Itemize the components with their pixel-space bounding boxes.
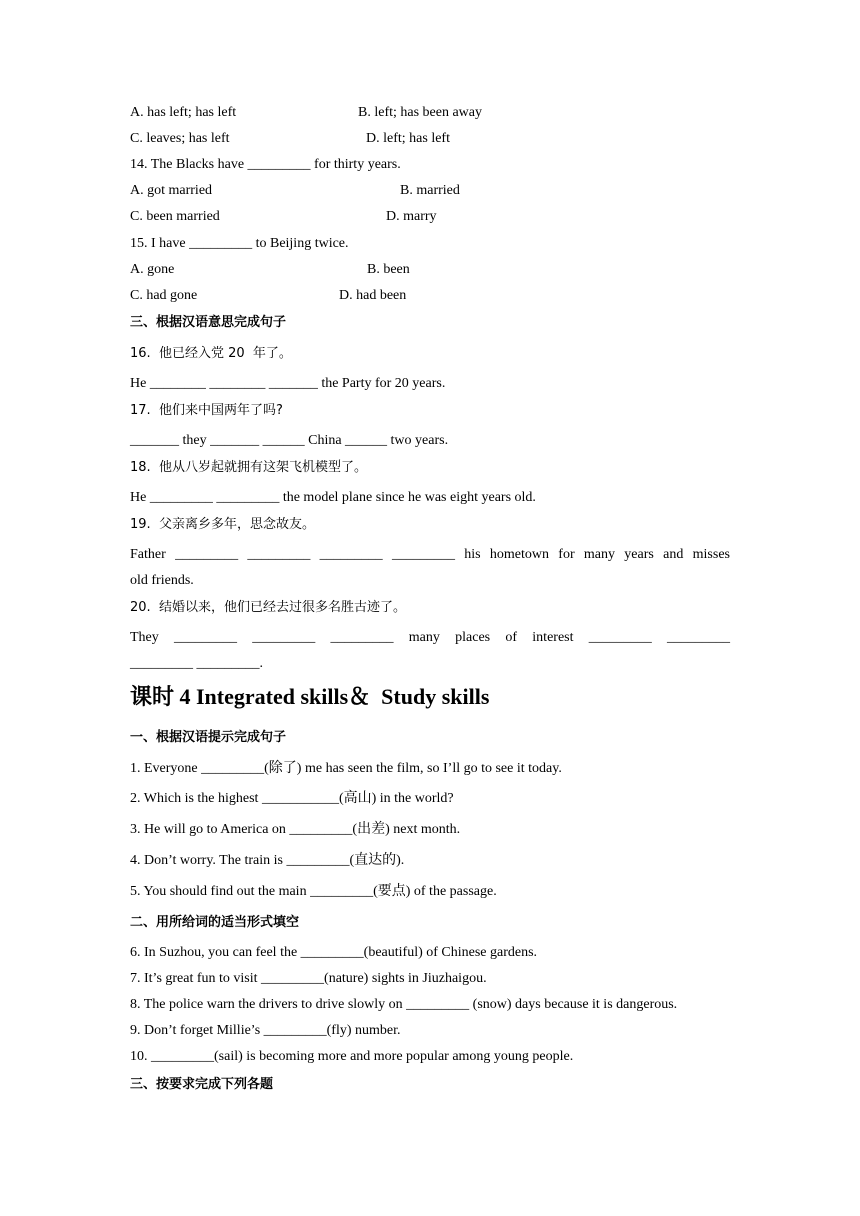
exercise-item: 5. You should find out the main _________(要点) of the passage. <box>130 884 497 899</box>
lesson-title: 课时 4 Integrated skills＆ Study skills <box>130 684 490 709</box>
exercise-item: 9. Don’t forget Millie’s _________(fly) number. <box>130 1023 401 1038</box>
q14-option-a: A. got married <box>130 183 213 198</box>
q13-option-d: D. left; has left <box>366 131 450 146</box>
section-heading: 三、按要求完成下列各题 <box>130 1077 274 1092</box>
q14-option-c: C. been married <box>130 209 220 224</box>
exercise-item: 3. He will go to America on _________(出差) next month. <box>130 822 461 837</box>
section-heading: 一、根据汉语提示完成句子 <box>130 730 287 745</box>
q14-option-d: D. marry <box>386 209 437 224</box>
exercise-item: 8. The police warn the drivers to drive slowly on _________ (snow) days because it is dangerous. <box>130 997 678 1012</box>
q13-option-c: C. leaves; has left <box>130 131 230 146</box>
q19-chinese: 19. 父亲离乡多年，思念故友。 <box>130 517 315 532</box>
q16-chinese: 16. 他已经入党 20 年了。 <box>130 346 292 361</box>
q19-english-line1: Father _________ _________ _________ _________ his hometown for many years and misses <box>130 547 730 562</box>
q14-option-b: B. married <box>400 183 460 198</box>
q20-chinese: 20. 结婚以来，他们已经去过很多名胜古迹了。 <box>130 600 406 615</box>
exercise-item: 2. Which is the highest ___________(高山) in the world? <box>130 791 454 806</box>
exercise-item: 10. _________(sail) is becoming more and more popular among young people. <box>130 1049 574 1064</box>
q19-english-line2: old friends. <box>130 573 194 588</box>
q15-question: 15. I have _________ to Beijing twice. <box>130 236 349 251</box>
exercise-item: 7. It’s great fun to visit _________(nature) sights in Jiuzhaigou. <box>130 971 487 986</box>
q13-option-b: B. left; has been away <box>358 105 483 120</box>
q14-question: 14. The Blacks have _________ for thirty years. <box>130 157 401 172</box>
q16-english: He ________ ________ _______ the Party for 20 years. <box>130 376 446 391</box>
section-heading: 三、根据汉语意思完成句子 <box>130 315 287 330</box>
q15-option-a: A. gone <box>130 262 175 277</box>
exercise-item: 6. In Suzhou, you can feel the _________(beautiful) of Chinese gardens. <box>130 945 538 960</box>
q20-english-line1: They _________ _________ _________ many places of interest _________ _________ <box>130 630 730 645</box>
q15-option-b: B. been <box>367 262 410 277</box>
q15-option-c: C. had gone <box>130 288 198 303</box>
q13-option-a: A. has left; has left <box>130 105 237 120</box>
exercise-item: 4. Don’t worry. The train is _________(直达的). <box>130 853 405 868</box>
section-heading: 二、用所给词的适当形式填空 <box>130 915 300 930</box>
q15-option-d: D. had been <box>339 288 407 303</box>
q20-english-line2: _________ _________. <box>130 656 263 671</box>
exercise-item: 1. Everyone _________(除了) me has seen the film, so I’ll go to see it today. <box>130 761 562 776</box>
q17-english: _______ they _______ ______ China ______ two years. <box>130 433 449 448</box>
q18-english: He _________ _________ the model plane since he was eight years old. <box>130 490 536 505</box>
q18-chinese: 18. 他从八岁起就拥有这架飞机模型了。 <box>130 460 367 475</box>
q17-chinese: 17. 他们来中国两年了吗? <box>130 403 283 418</box>
